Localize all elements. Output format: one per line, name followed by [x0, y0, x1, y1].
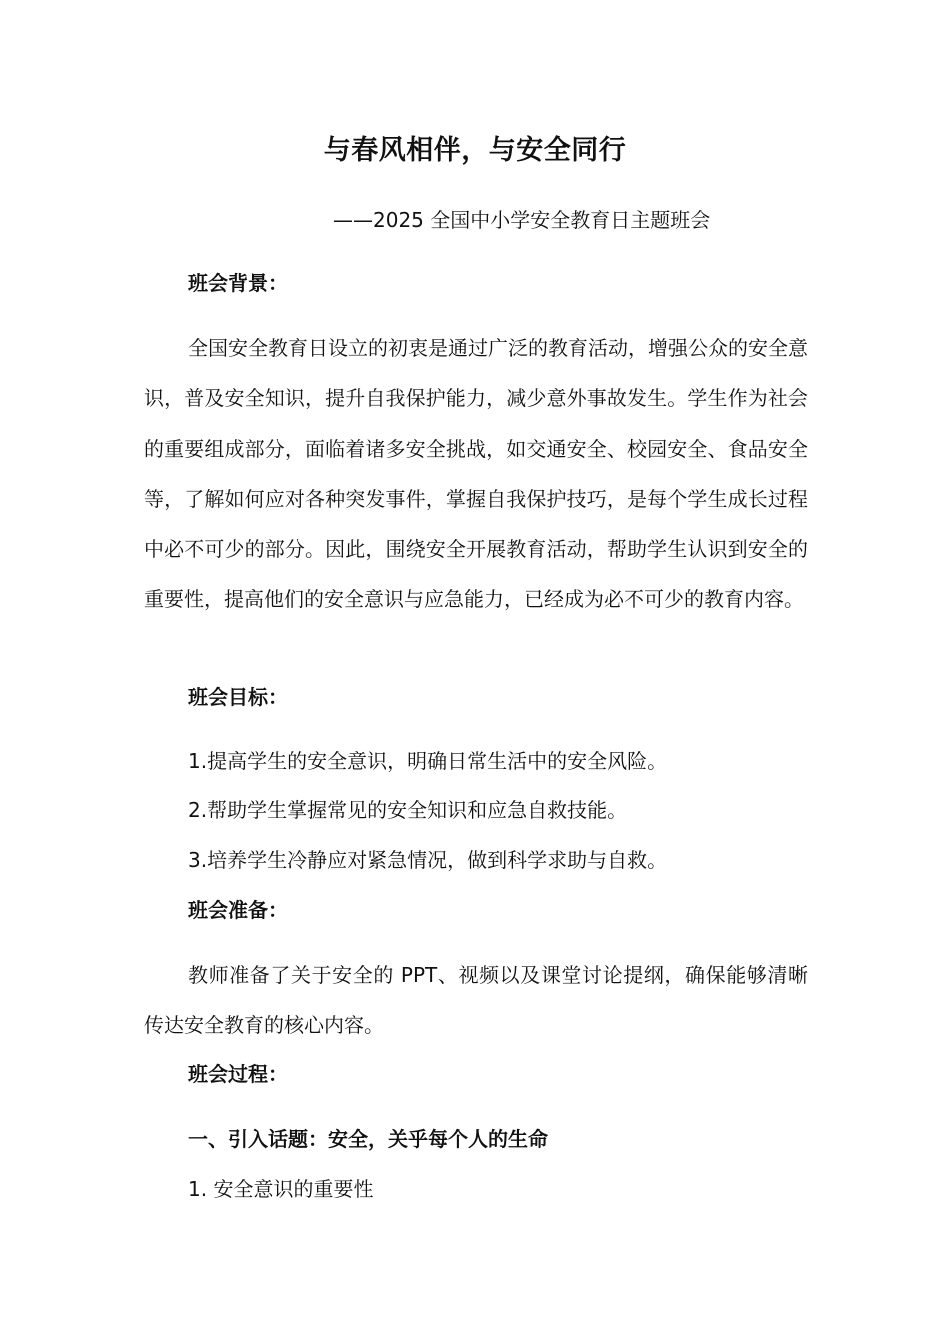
prep-paragraph: 教师准备了关于安全的 PPT、视频以及课堂讨论提纲，确保能够清晰传达安全教育的核心内容。	[144, 963, 808, 1038]
goal-heading: 班会目标：	[188, 685, 288, 709]
section-title: 一、引入话题：安全，关乎每个人的生命	[188, 1127, 548, 1151]
goal-item: 1.提高学生的安全意识，明确日常生活中的安全风险。	[188, 749, 668, 773]
goal-item: 2.帮助学生掌握常见的安全知识和应急自救技能。	[188, 798, 628, 822]
goal-item: 3.培养学生冷静应对紧急情况，做到科学求助与自救。	[188, 848, 668, 872]
process-heading: 班会过程：	[188, 1062, 288, 1086]
prep-heading: 班会准备：	[188, 898, 288, 922]
section-item: 1. 安全意识的重要性	[188, 1177, 374, 1201]
document-subtitle: ——2025 全国中小学安全教育日主题班会	[333, 208, 711, 232]
background-paragraph: 全国安全教育日设立的初衷是通过广泛的教育活动，增强公众的安全意识，普及安全知识，提升自我保护能力，减少意外事故发生。学生作为社会的重要组成部分，面临着诸多安全挑战，如交通安全、校园安全、食品安全等，了解如何应对各种突发事件，掌握自我保护技巧，是每个学生成长过程中必不可少的部分。因此，围绕安全开展教育活动，帮助学生认识到安全的重要性，提高他们的安全意识与应急能力，已经成为必不可少的教育内容。	[144, 336, 808, 612]
document-title: 与春风相伴，与安全同行	[323, 135, 627, 166]
background-heading: 班会背景：	[188, 271, 288, 295]
